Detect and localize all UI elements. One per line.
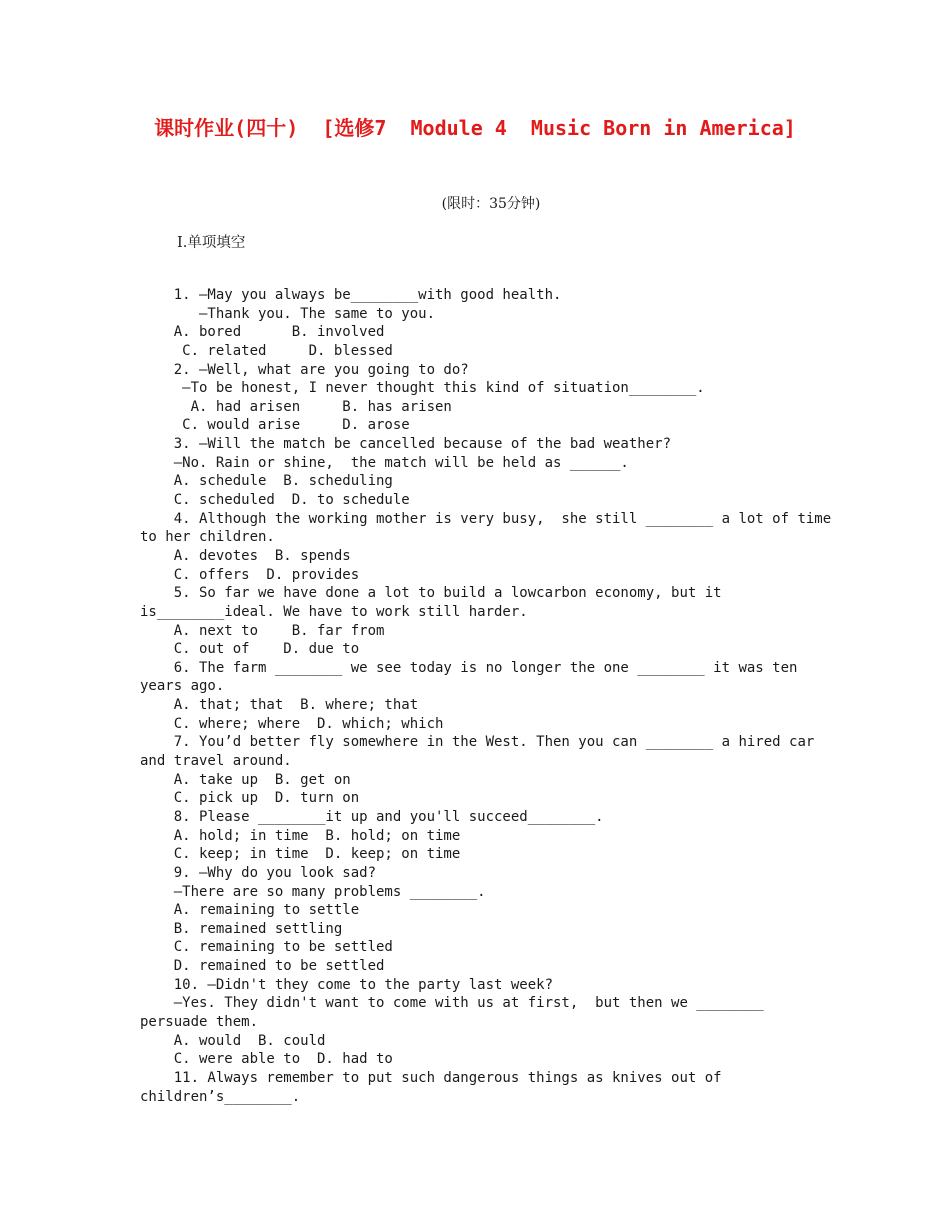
- text-line: 4. Although the working mother is very busy, she still ________ a lot of time: [140, 510, 832, 527]
- text-line: C. pick up D. turn on: [140, 790, 360, 807]
- time-limit: (限时：35分钟): [441, 196, 541, 212]
- text-line: 8. Please ________it up and you'll succeed________.: [140, 808, 604, 825]
- text-line: C. were able to D. had to: [140, 1051, 393, 1068]
- text-line: C. scheduled D. to schedule: [140, 492, 410, 509]
- text-line: C. out of D. due to: [140, 641, 360, 658]
- question-body: [140, 286, 832, 1106]
- text-line: —To be honest, I never thought this kind of situation________.: [140, 380, 705, 397]
- text-line: A. had arisen B. has arisen: [140, 398, 452, 415]
- text-line: A. would B. could: [140, 1032, 326, 1049]
- text-line: —No. Rain or shine, the match will be held as ______.: [140, 454, 629, 471]
- text-line: —There are so many problems ________.: [140, 883, 486, 900]
- text-line: —Thank you. The same to you.: [140, 305, 436, 322]
- text-line: C. offers D. provides: [140, 566, 360, 583]
- text-line: A. remaining to settle: [140, 902, 360, 919]
- text-line: C. where; where D. which; which: [140, 715, 444, 732]
- text-line: 1. —May you always be________with good health.: [140, 287, 562, 303]
- text-line: persuade them.: [140, 1013, 259, 1030]
- page-title: 课时作业(四十) [选修7 Module 4 Music Born in America]: [154, 116, 796, 140]
- section-heading: Ⅰ.单项填空: [177, 235, 246, 251]
- text-line: 9. —Why do you look sad?: [140, 864, 377, 881]
- text-line: C. related D. blessed: [140, 342, 393, 359]
- text-line: and travel around.: [140, 753, 292, 770]
- text-line: A. schedule B. scheduling: [140, 473, 393, 490]
- text-line: A. bored B. involved: [140, 324, 385, 341]
- text-line: B. remained settling: [140, 920, 343, 937]
- text-line: to her children.: [140, 529, 275, 546]
- text-line: A. take up B. get on: [140, 771, 351, 788]
- text-line: 11. Always remember to put such dangerous things as knives out of: [140, 1069, 722, 1086]
- text-line: 6. The farm ________ we see today is no longer the one ________ it was ten: [140, 659, 798, 676]
- text-line: 3. —Will the match be cancelled because of the bad weather?: [140, 436, 672, 453]
- text-line: children’s________.: [140, 1088, 301, 1105]
- text-line: A. that; that B. where; that: [140, 697, 419, 714]
- text-line: A. next to B. far from: [140, 622, 385, 639]
- text-line: 10. —Didn't they come to the party last week?: [140, 976, 554, 993]
- text-line: A. devotes B. spends: [140, 547, 351, 564]
- text-line: 7. You’d better fly somewhere in the West. Then you can ________ a hired car: [140, 734, 815, 751]
- text-line: D. remained to be settled: [140, 958, 385, 975]
- text-line: A. hold; in time B. hold; on time: [140, 827, 461, 844]
- text-line: C. remaining to be settled: [140, 939, 393, 956]
- text-line: is________ideal. We have to work still harder.: [140, 603, 528, 620]
- text-line: 2. —Well, what are you going to do?: [140, 361, 469, 378]
- text-line: C. would arise D. arose: [140, 417, 410, 434]
- text-line: years ago.: [140, 678, 225, 695]
- text-line: C. keep; in time D. keep; on time: [140, 846, 461, 863]
- text-line: 5. So far we have done a lot to build a lowcarbon economy, but it: [140, 585, 722, 602]
- text-line: —Yes. They didn't want to come with us at first, but then we ________: [140, 995, 764, 1012]
